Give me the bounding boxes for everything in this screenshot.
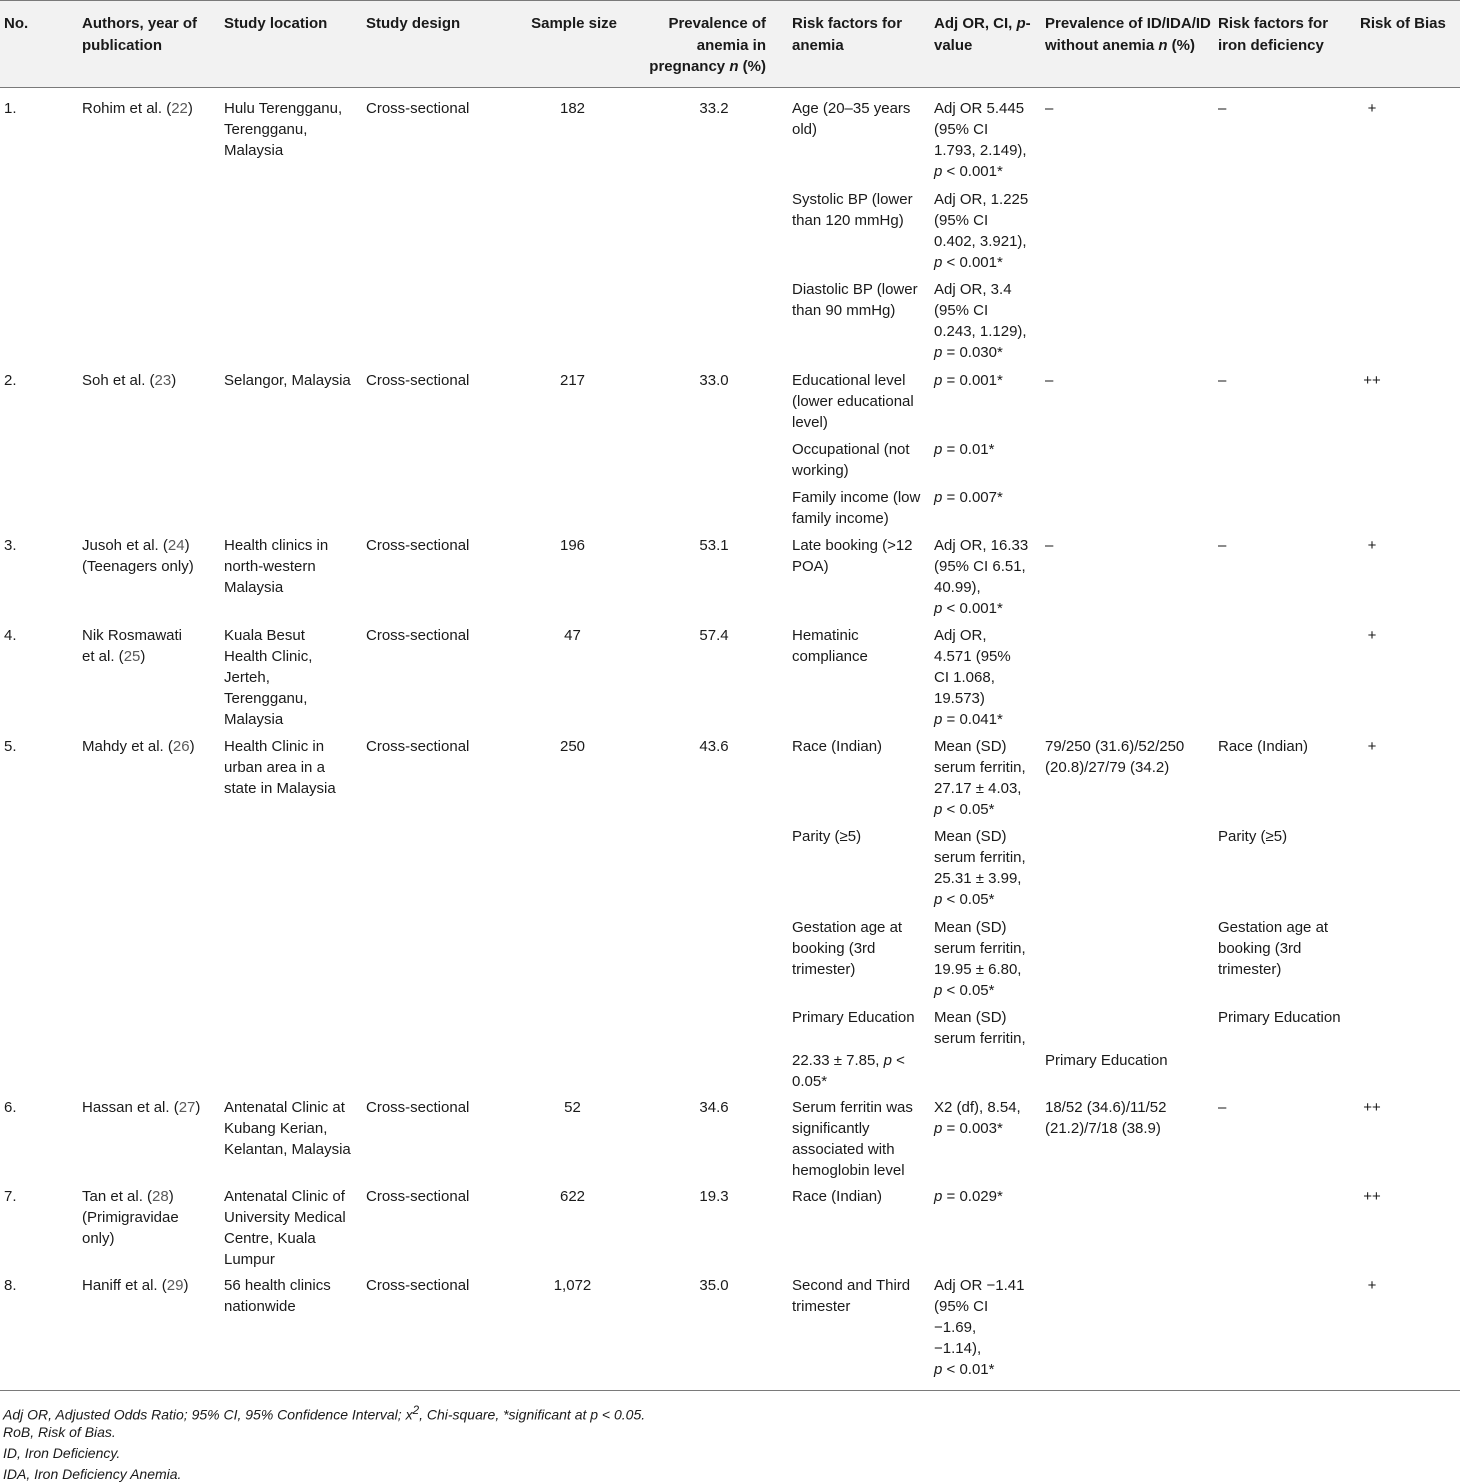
adj-or-cell: Mean (SD) serum ferritin, 27.17 ± 4.03, p < 0.05*	[934, 738, 1026, 818]
adj-or-cell: Adj OR, 4.571 (95% CI 1.068, 19.573) p = 0.041*	[934, 627, 1011, 728]
risk-factor-cell: Late booking (>12 POA)	[792, 537, 913, 575]
location-cell: Health clinics in north-western Malaysia	[224, 537, 329, 596]
prevalence-cell: 35.0	[699, 1277, 729, 1294]
adj-or-cell: Mean (SD) serum ferritin,	[934, 1009, 1026, 1047]
row-number: 6.	[4, 1099, 17, 1116]
authors-cell: Tan et al. (28) (Primigravidae only)	[82, 1188, 179, 1247]
row-number: 2.	[4, 372, 17, 389]
risk-factor-cell: Gestation age at booking (3rd trimester)	[792, 919, 903, 978]
header-risk-factors-iron: Risk factors for iron deficiency	[1218, 15, 1329, 54]
header-adj-or: Adj OR, CI, p-value	[934, 15, 1031, 54]
risk-of-bias-cell: ++	[1363, 1099, 1381, 1116]
prevalence-cell: 53.1	[699, 537, 729, 554]
iron-risk-factor-cell: –	[1218, 100, 1227, 117]
risk-factor-cell: 22.33 ± 7.85, p < 0.05*	[792, 1052, 905, 1090]
iron-risk-factor-cell: Gestation age at booking (3rd trimester)	[1218, 919, 1329, 978]
iron-risk-factor-cell: –	[1218, 372, 1227, 389]
risk-factor-cell: Race (Indian)	[792, 1188, 883, 1205]
prevalence-cell: 57.4	[699, 627, 729, 644]
header-prevalence-id: Prevalence of ID/IDA/ID without anemia n (%)	[1045, 15, 1211, 54]
location-cell: Hulu Terengganu, Terengganu, Malaysia	[224, 100, 343, 159]
risk-factor-cell: Family income (low family income)	[792, 489, 921, 527]
adj-or-cell: Mean (SD) serum ferritin, 25.31 ± 3.99, p < 0.05*	[934, 828, 1026, 908]
prevalence-id-cell: –	[1045, 372, 1054, 389]
authors-cell: Hassan et al. (27)	[82, 1099, 201, 1116]
sample-size-cell: 52	[564, 1099, 581, 1116]
design-cell: Cross-sectional	[366, 100, 470, 117]
risk-factor-cell: Second and Third trimester	[792, 1277, 911, 1315]
risk-factor-cell: Occupational (not working)	[792, 441, 910, 479]
location-cell: Health Clinic in urban area in a state in Malaysia	[224, 738, 336, 797]
prevalence-id-cell: –	[1045, 537, 1054, 554]
footnote-line: RoB, Risk of Bias.	[3, 1424, 116, 1440]
location-cell: Selangor, Malaysia	[224, 372, 351, 389]
table-bottom-rule	[0, 1390, 1460, 1391]
design-cell: Cross-sectional	[366, 537, 470, 554]
prevalence-id-cell: 79/250 (31.6)/52/250 (20.8)/27/79 (34.2)	[1045, 738, 1185, 776]
authors-cell: Soh et al. (23)	[82, 372, 177, 389]
design-cell: Cross-sectional	[366, 738, 470, 755]
sample-size-cell: 182	[559, 100, 586, 117]
adj-or-cell: p = 0.01*	[934, 441, 995, 458]
risk-of-bias-cell: +	[1367, 537, 1377, 554]
design-cell: Cross-sectional	[366, 627, 470, 644]
iron-risk-factor-cell: Parity (≥5)	[1218, 828, 1288, 845]
table-header-row	[0, 0, 1460, 88]
risk-factor-cell: Educational level (lower educational level)	[792, 372, 914, 431]
risk-of-bias-cell: +	[1367, 627, 1377, 644]
prevalence-cell: 43.6	[699, 738, 729, 755]
adj-or-cell: Adj OR 5.445 (95% CI 1.793, 2.149), p < 0.001*	[934, 100, 1027, 180]
design-cell: Cross-sectional	[366, 1188, 470, 1205]
sample-size-cell: 250	[559, 738, 586, 755]
row-number: 3.	[4, 537, 17, 554]
authors-cell: Nik Rosmawati et al. (25)	[82, 627, 183, 665]
adj-or-cell: Adj OR, 3.4 (95% CI 0.243, 1.129), p = 0.030*	[934, 281, 1027, 361]
adj-or-cell: Mean (SD) serum ferritin, 19.95 ± 6.80, p < 0.05*	[934, 919, 1026, 999]
risk-factor-cell: Parity (≥5)	[792, 828, 862, 845]
header-location: Study location	[224, 15, 328, 32]
prevalence-id-cell: 18/52 (34.6)/11/52 (21.2)/7/18 (38.9)	[1045, 1099, 1167, 1137]
risk-of-bias-cell: ++	[1363, 1188, 1381, 1205]
iron-risk-factor-cell: Primary Education	[1218, 1009, 1341, 1026]
prevalence-id-cell: Primary Education	[1045, 1052, 1168, 1069]
footnote-line: Adj OR, Adjusted Odds Ratio; 95% CI, 95% Confidence Interval; $x^2$, Chi-square, *significant at p < 0.05.	[3, 1404, 646, 1423]
row-number: 4.	[4, 627, 17, 644]
authors-cell: Rohim et al. (22)	[82, 100, 193, 117]
sample-size-cell: 196	[559, 537, 586, 554]
header-risk-of-bias: Risk of Bias	[1360, 15, 1446, 32]
risk-factor-cell: Age (20–35 years old)	[792, 100, 911, 138]
risk-factor-cell: Hematinic compliance	[792, 627, 868, 665]
risk-of-bias-cell: ++	[1363, 372, 1381, 389]
header-risk-factors-anemia: Risk factors for anemia	[792, 15, 903, 54]
risk-factor-cell: Primary Education	[792, 1009, 915, 1026]
prevalence-cell: 19.3	[699, 1188, 729, 1205]
location-cell: Antenatal Clinic of University Medical Centre, Kuala Lumpur	[224, 1188, 346, 1268]
location-cell: Antenatal Clinic at Kubang Kerian, Kelantan, Malaysia	[224, 1099, 351, 1158]
sample-size-cell: 217	[559, 372, 586, 389]
adj-or-cell: p = 0.029*	[934, 1188, 1003, 1205]
header-authors: Authors, year of publication	[82, 15, 198, 54]
location-cell: Kuala Besut Health Clinic, Jerteh, Terengganu, Malaysia	[224, 627, 313, 728]
risk-factor-cell: Diastolic BP (lower than 90 mmHg)	[792, 281, 918, 319]
row-number: 5.	[4, 738, 17, 755]
prevalence-cell: 33.0	[699, 372, 729, 389]
adj-or-cell: p = 0.001*	[934, 372, 1003, 389]
design-cell: Cross-sectional	[366, 1277, 470, 1294]
adj-or-cell: Adj OR, 1.225 (95% CI 0.402, 3.921), p < 0.001*	[934, 191, 1029, 271]
row-number: 7.	[4, 1188, 17, 1205]
adj-or-cell: Adj OR −1.41 (95% CI −1.69, −1.14), p < 0.01*	[934, 1277, 1025, 1378]
authors-cell: Haniff et al. (29)	[82, 1277, 189, 1294]
sample-size-cell: 622	[559, 1188, 586, 1205]
iron-risk-factor-cell: Race (Indian)	[1218, 738, 1309, 755]
header-design: Study design	[366, 15, 461, 32]
prevalence-id-cell: –	[1045, 100, 1054, 117]
header-prevalence-anemia: Prevalence of anemia in pregnancy n (%)	[649, 15, 766, 75]
risk-factor-cell: Race (Indian)	[792, 738, 883, 755]
authors-cell: Mahdy et al. (26)	[82, 738, 195, 755]
header-sample-size: Sample size	[531, 15, 617, 32]
adj-or-cell: Adj OR, 16.33 (95% CI 6.51, 40.99), p < 0.001*	[934, 537, 1029, 617]
risk-of-bias-cell: +	[1367, 1277, 1377, 1294]
location-cell: 56 health clinics nationwide	[224, 1277, 331, 1315]
row-number: 8.	[4, 1277, 17, 1294]
row-number: 1.	[4, 100, 17, 117]
design-cell: Cross-sectional	[366, 372, 470, 389]
authors-cell: Jusoh et al. (24) (Teenagers only)	[82, 537, 194, 575]
adj-or-cell: X2 (df), 8.54, p = 0.003*	[934, 1099, 1021, 1137]
risk-of-bias-cell: +	[1367, 738, 1377, 755]
prevalence-cell: 34.6	[699, 1099, 729, 1116]
prevalence-cell: 33.2	[699, 100, 729, 117]
risk-of-bias-cell: +	[1367, 100, 1377, 117]
footnote-line: IDA, Iron Deficiency Anemia.	[3, 1466, 182, 1482]
iron-risk-factor-cell: –	[1218, 537, 1227, 554]
iron-risk-factor-cell: –	[1218, 1099, 1227, 1116]
sample-size-cell: 1,072	[553, 1277, 592, 1294]
adj-or-cell: p = 0.007*	[934, 489, 1003, 506]
sample-size-cell: 47	[564, 627, 581, 644]
design-cell: Cross-sectional	[366, 1099, 470, 1116]
header-no: No.	[4, 15, 29, 32]
footnote-line: ID, Iron Deficiency.	[3, 1445, 121, 1461]
risk-factor-cell: Serum ferritin was significantly associated with hemoglobin level	[792, 1099, 913, 1179]
risk-factor-cell: Systolic BP (lower than 120 mmHg)	[792, 191, 913, 229]
